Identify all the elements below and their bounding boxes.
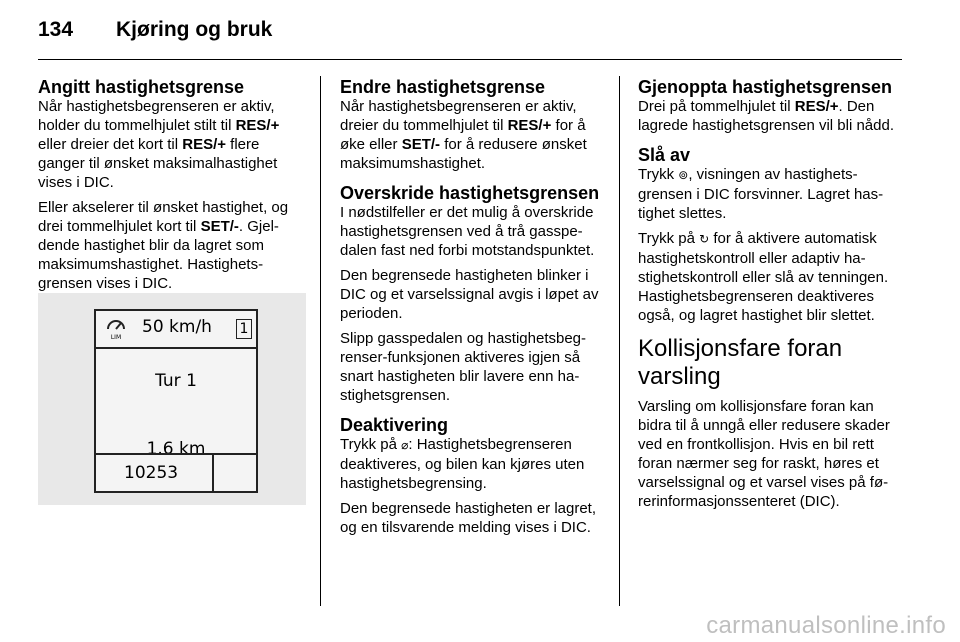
dic-odometer: 10253 bbox=[124, 463, 179, 483]
svg-text:LIM: LIM bbox=[110, 334, 122, 341]
section-heading: Slå av bbox=[638, 145, 691, 165]
dic-panel bbox=[94, 309, 258, 493]
dic-trip: Tur 1 bbox=[155, 371, 197, 391]
dic-divider bbox=[212, 455, 214, 491]
column-3 bbox=[638, 77, 904, 517]
paragraph: Den begrensede hastigheten er lagret, og en tilsvarende melding vises i DIC. bbox=[340, 500, 597, 536]
paragraph: Drei på tommelhjulet til RES/+. Den lagrede hastighetsgrensen vil bli nådd. bbox=[638, 98, 895, 134]
dic-page-indicator: 1 bbox=[236, 319, 252, 339]
header-rule bbox=[38, 59, 902, 60]
paragraph: Den begrensede hastigheten blinker i DIC og et varselssignal avgis i løpet av perioden. bbox=[340, 267, 599, 322]
page-title: Kjøring og bruk bbox=[116, 18, 273, 41]
paragraph: Eller akselerer til ønsket hastighet, og drei tommelhjulet kort til SET/-. Gjeldende hastighet blir da lagret som maksimumshastighet. Hastighetsgrensen vises i DIC. bbox=[38, 199, 289, 292]
section-heading: Overskride hastighetsgrensen bbox=[340, 183, 600, 203]
section-heading: Gjenoppta hastighetsgrensen bbox=[638, 77, 893, 97]
cancel-icon: ⌀ bbox=[401, 438, 409, 452]
paragraph: Trykk på ⌀: Hastighetsbegrenseren deaktiveres, og bilen kan kjøres uten hastighetsbegrensing. bbox=[340, 436, 585, 492]
paragraph: Når hastighetsbegrenseren er aktiv, dreier du tommelhjulet til RES/+ for å øke eller SET/- for å redusere ønsket maksimumshastighet. bbox=[340, 98, 587, 172]
dic-display-image bbox=[38, 293, 306, 505]
dic-speed: 50 km/h bbox=[142, 317, 212, 337]
paragraph: Når hastighetsbegrenseren er aktiv, holder du tommelhjulet stilt til RES/+ eller dreier det kort til RES/+ flere ganger til ønsket maksimalhastighet vises i DIC. bbox=[38, 98, 280, 191]
section-heading: Deaktivering bbox=[340, 415, 449, 435]
column-2 bbox=[340, 77, 604, 547]
section-heading: Endre hastighetsgrense bbox=[340, 77, 546, 97]
paragraph: Trykk på ↻ for å aktivere automatisk hastighetskontroll eller adaptiv hastighetskontroll eller slå av tenningen. Hastighetsbegrenseren deaktiveres også, og lagret hastighet blir slettet. bbox=[638, 230, 889, 324]
cruise-control-icon: ↻ bbox=[699, 232, 710, 246]
column-divider bbox=[320, 76, 321, 606]
chapter-heading: Kollisjonsfare foran varsling bbox=[638, 335, 843, 390]
paragraph: Slipp gasspedalen og hastighetsbegrenser-funksjonen aktiveres igjen så snart hastigheten blir lavere enn hastighetsgrensen. bbox=[340, 330, 587, 404]
dic-bottom-row bbox=[96, 453, 256, 491]
column-divider bbox=[619, 76, 620, 606]
page-number: 134 bbox=[38, 18, 74, 41]
page-header bbox=[38, 18, 272, 42]
paragraph: I nødstilfeller er det mulig å overskride hastighetsgrensen ved å trå gasspedalen fast ned forbi motstandspunktet. bbox=[340, 204, 595, 259]
watermark: carmanualsonline.info bbox=[706, 612, 946, 639]
section-heading: Angitt hastighetsgrense bbox=[38, 77, 245, 97]
dic-distance: 1.6 km bbox=[146, 439, 206, 459]
speed-limiter-icon bbox=[104, 315, 128, 341]
paragraph: Trykk ⊚, visningen av hastighetsgrensen i DIC forsvinner. Lagret hastighet slettes. bbox=[638, 166, 884, 222]
paragraph: Varsling om kollisjonsfare foran kan bidra til å unngå eller redusere skader ved en frontkollisjon. Hvis en bil rett foran nærmer seg for raskt, høres et varselssignal og et varsel vises på førerinformasjonssenteret (DIC). bbox=[638, 398, 890, 510]
dic-top-row bbox=[96, 311, 256, 349]
speed-limiter-icon: ⊚ bbox=[678, 168, 689, 182]
column-1 bbox=[38, 77, 306, 299]
